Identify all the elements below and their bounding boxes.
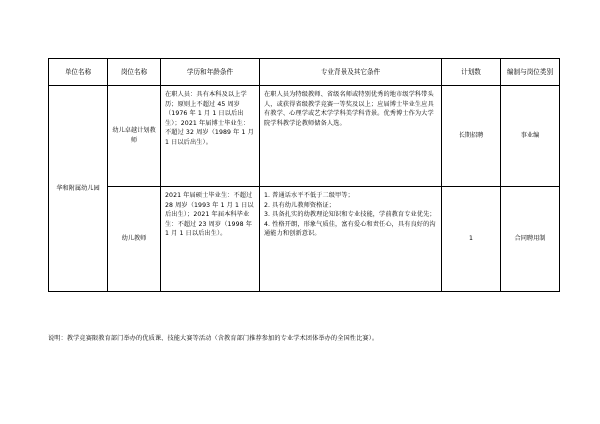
header-unit-name: 单位名称 [49,59,108,86]
cell-establishment-type: 事业编 [501,86,560,187]
cell-unit-name: 华和附属幼儿园 [49,86,108,292]
cell-post-name: 幼儿卓越计划教师 [108,86,161,187]
table-row [49,86,560,187]
cell-professional-background: 在职人员为特级教师、省级名师或特别优秀的地市级学科带头人，或获得省级教学竞赛一等奖及以上；应届博士毕业生应具有教学、心理学或艺术学学科美学科背景。优秀博士作为大学院学科教学论教师储备人选。 [260,86,442,187]
header-education-age: 学历和年龄条件 [161,59,260,86]
header-plan-count: 计划数 [442,59,501,86]
header-professional-background: 专业背景及其它条件 [260,59,442,86]
cell-education-age: 在职人员：具有本科及以上学历；原则上不超过 45 周岁（1976 年 1 月 1 日以后出生）；2021 年届博士毕业生：不超过 32 周岁（1989 年 1 月 1 日以后出生）。 [161,86,260,187]
table-header-row [49,59,560,86]
cell-establishment-type: 合同聘用制 [501,187,560,292]
cell-post-name: 幼儿教师 [108,187,161,292]
cell-plan-count: 长期招聘 [442,86,501,187]
cell-education-age: 2021 年届硕士毕业生：不超过 28 周岁（1993 年 1 月 1 日以后出生）；2021 年届本科毕业生：不超过 23 周岁（1998 年 1 月 1 日以后出生）。 [161,187,260,292]
cell-professional-background: 1. 普通话水平不低于二级甲等； 2. 具有幼儿教师资格证； 3. 具备扎实的幼教理论知识和专业技能，学前教育专业优先； 4. 性格开朗，形象气质佳，富有爱心和责任心，具有良好的沟通能力和创新意识。 [260,187,442,292]
cell-plan-count: 1 [442,187,501,292]
header-establishment-type: 编制与岗位类别 [501,59,560,86]
recruitment-table [48,58,560,292]
table-footnote: 说明：教学竞赛限教育部门举办的优质课、技能大赛等活动（含教育部门推荐参加的专业学术团体举办的全国性比赛）。 [48,335,379,342]
header-post-name: 岗位名称 [108,59,161,86]
table-row [49,187,560,292]
